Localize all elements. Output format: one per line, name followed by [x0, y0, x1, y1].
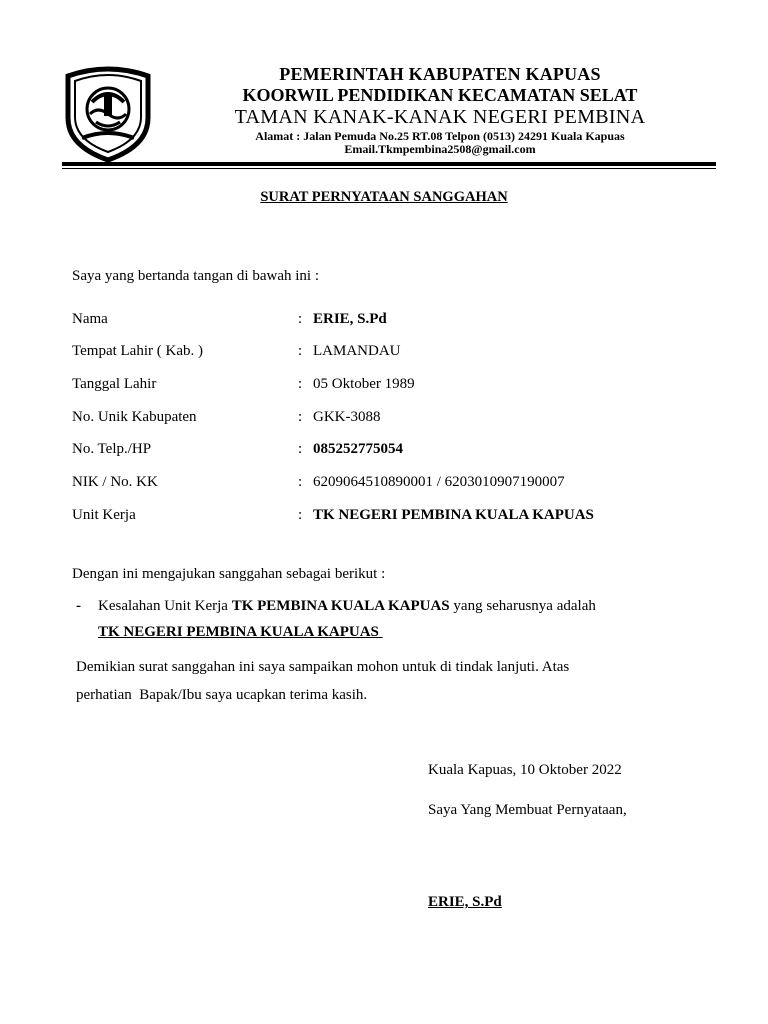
- field-value-name: ERIE, S.Pd: [313, 311, 387, 327]
- objection-text-before: Kesalahan Unit Kerja: [98, 598, 232, 614]
- field-value-work-unit: TK NEGERI PEMBINA KUALA KAPUAS: [313, 507, 594, 523]
- signature-name: ERIE, S.Pd: [428, 894, 502, 910]
- field-value-regency-id: GKK-3088: [313, 409, 381, 425]
- letterhead-address: Alamat : Jalan Pemuda No.25 RT.08 Telpon (0513) 24291 Kuala Kapuas: [255, 129, 625, 143]
- field-colon: :: [298, 343, 303, 359]
- field-value-phone: 085252775054: [313, 441, 403, 457]
- field-colon: :: [298, 409, 303, 425]
- signature-role: Saya Yang Membuat Pernyataan,: [428, 802, 627, 818]
- field-label-work-unit: Unit Kerja: [72, 507, 136, 523]
- field-label-phone: No. Telp./HP: [72, 441, 152, 457]
- intro-text: Saya yang bertanda tangan di bawah ini :: [72, 268, 320, 284]
- objection-statement: [98, 598, 596, 615]
- letterhead-government: PEMERINTAH KABUPATEN KAPUAS: [279, 64, 601, 84]
- field-colon: :: [298, 376, 303, 392]
- field-value-nik-kk: 6209064510890001 / 6203010907190007: [313, 474, 565, 490]
- field-colon: :: [298, 474, 303, 490]
- signature-place-date: Kuala Kapuas, 10 Oktober 2022: [428, 762, 622, 778]
- letterhead-coordinator: KOORWIL PENDIDIKAN KECAMATAN SELAT: [242, 85, 638, 105]
- letterhead-email: Email.Tkmpembina2508@gmail.com: [344, 142, 536, 156]
- letterhead-divider-thick: [62, 162, 716, 166]
- objection-lead: Dengan ini mengajukan sanggahan sebagai berikut :: [72, 566, 386, 582]
- objection-bullet: -: [76, 598, 81, 614]
- letterhead-school-name: TAMAN KANAK-KANAK NEGERI PEMBINA: [234, 106, 646, 128]
- field-colon: :: [298, 507, 303, 523]
- objection-text-after: yang seharusnya adalah: [449, 598, 596, 614]
- field-colon: :: [298, 441, 303, 457]
- closing-line-1: Demikian surat sanggahan ini saya sampaikan mohon untuk di tindak lanjuti. Atas: [76, 659, 570, 675]
- document-title: SURAT PERNYATAAN SANGGAHAN: [260, 189, 508, 205]
- objection-correct-unit: TK NEGERI PEMBINA KUALA KAPUAS: [98, 624, 383, 640]
- field-label-birthdate: Tanggal Lahir: [72, 376, 157, 392]
- objection-wrong-unit: TK PEMBINA KUALA KAPUAS: [231, 598, 450, 614]
- field-label-name: Nama: [72, 311, 108, 327]
- field-label-nik-kk: NIK / No. KK: [72, 474, 158, 490]
- field-value-birthdate: 05 Oktober 1989: [313, 376, 415, 392]
- closing-line-2: perhatian Bapak/Ibu saya ucapkan terima kasih.: [76, 687, 368, 703]
- letterhead-divider-thin: [62, 168, 716, 169]
- regency-emblem-icon: [62, 62, 154, 162]
- field-colon: :: [298, 311, 303, 327]
- field-label-birthplace: Tempat Lahir ( Kab. ): [72, 343, 203, 359]
- field-label-regency-id: No. Unik Kabupaten: [72, 409, 197, 425]
- field-value-birthplace: LAMANDAU: [313, 343, 401, 359]
